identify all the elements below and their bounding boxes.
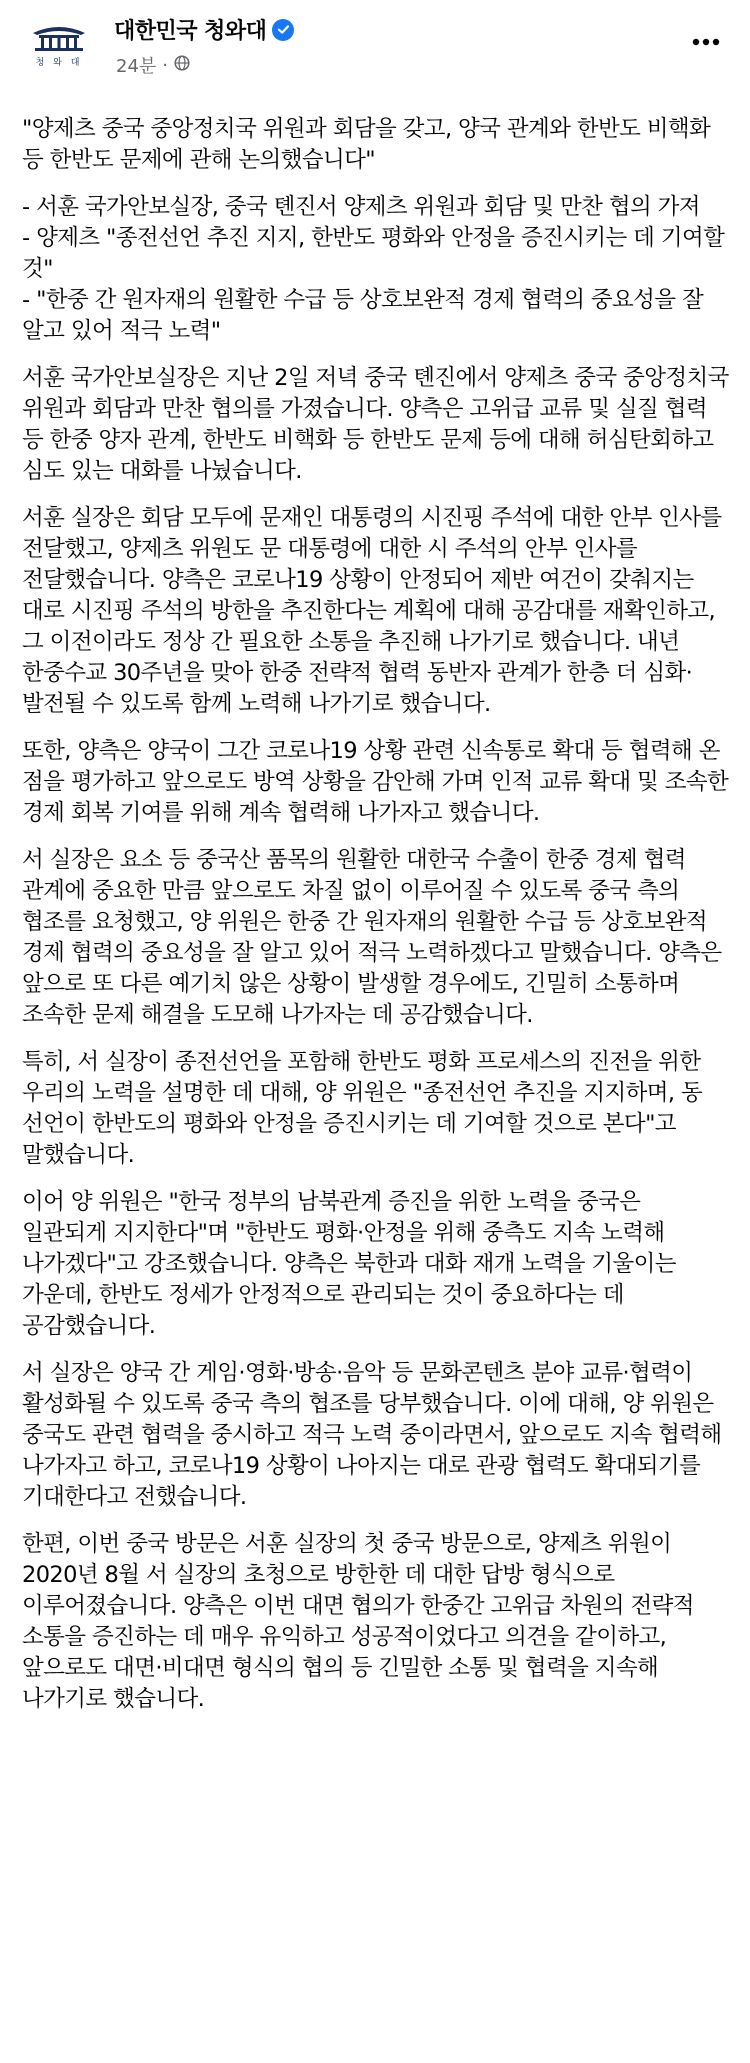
post-paragraph: 한편, 이번 중국 방문은 서훈 실장의 첫 중국 방문으로, 양제츠 위원이 2020년 8월 서 실장의 초청으로 방한한 데 대한 답방 형식으로 이루어졌습니다. 양측은 이번 대면 협의가 한중간 고위급 차원의 전략적 소통을 증진하는 데 매우 유익하고 성공적이었다고 의견을 같이하고, 앞으로도 대면·비대면 형식의 협의 등 긴밀한 소통 및 협력을 지속해 나가기로 했습니다. — [22, 1531, 694, 1712]
post-body — [0, 92, 750, 1715]
verified-badge-icon — [272, 19, 294, 41]
page-name-link[interactable] — [114, 14, 294, 45]
post-timestamp[interactable]: 24분 — [116, 56, 157, 77]
avatar-caption: 청 와 대 — [35, 57, 83, 68]
meta-separator: · — [162, 54, 169, 76]
post-paragraph: 특히, 서 실장이 종전선언을 포함해 한반도 평화 프로세스의 진전을 위한 우리의 노력을 설명한 데 대해, 양 위원은 "종전선언 추진을 지지하며, 동 선언이 한반도의 평화와 안정을 증진시키는 데 기여할 것으로 본다"고 말했습니다. — [22, 1049, 703, 1168]
post-meta — [116, 52, 190, 78]
post-paragraph: 이어 양 위원은 "한국 정부의 남북관계 증진을 위한 노력을 중국은 일관되게 지지한다"며 "한반도 평화·안정을 위해 중측도 지속 노력해 나가겠다"고 강조했습니다. 양측은 북한과 대화 재개 노력을 기울이는 가운데, 한반도 정세가 안정적으로 관리되는 것이 중요하다는 데 공감했습니다. — [22, 1189, 676, 1339]
post-paragraph: 서 실장은 요소 등 중국산 품목의 원활한 대한국 수출이 한중 경제 협력 관계에 중요한 만큼 앞으로도 차질 없이 이루어질 수 있도록 중국 측의 협조를 요청했고, 양 위원은 한중 간 원자재의 원활한 수급 등 상호보완적 경제 협력의 중요성을 잘 알고 있어 적극 노력하겠다고 말했습니다. 양측은 앞으로 또 다른 예기치 않은 상황이 발생할 경우에도, 긴밀히 소통하며 조속한 문제 해결을 도모해 나가자는 데 공감했습니다. — [22, 847, 722, 1028]
post-paragraph: 서훈 국가안보실장은 지난 2일 저녁 중국 톈진에서 양제츠 중국 중앙정치국 위원과 회담과 만찬 협의를 가졌습니다. 양측은 고위급 교류 및 실질 협력 등 한중 양자 관계, 한반도 비핵화 등 한반도 문제 등에 대해 허심탄회하고 심도 있는 대화를 나눴습니다. — [22, 365, 729, 484]
more-options-button[interactable] — [684, 24, 728, 60]
page-name: 대한민국 청와대 — [114, 19, 267, 44]
post-paragraph: 서훈 실장은 회담 모두에 문재인 대통령의 시진핑 주석에 대한 안부 인사를 전달했고, 양제츠 위원도 문 대통령에 대한 시 주석의 안부 인사를 전달했습니다. 양측은 코로나19 상황이 안정되어 제반 여건이 갖춰지는 대로 시진핑 주석의 방한을 추진한다는 계획에 대해 공감대를 재확인하고, 그 이전이라도 정상 간 필요한 소통을 추진해 나가기로 했습니다. 내년 한중수교 30주년을 맞아 한중 전략적 협력 동반자 관계가 한층 더 심화·발전될 수 있도록 함께 노력해 나가기로 했습니다. — [22, 505, 722, 717]
post-paragraph: 서 실장은 양국 간 게임·영화·방송·음악 등 문화콘텐츠 분야 교류·협력이 활성화될 수 있도록 중국 측의 협조를 당부했습니다. 이에 대해, 양 위원은 중국도 관련 협력을 중시하고 적극 노력 중이라면서, 앞으로도 지속 협력해 나가자고 하고, 코로나19 상황이 나아지는 대로 관광 협력도 확대되기를 기대한다고 전했습니다. — [22, 1360, 722, 1510]
blue-house-logo-icon — [27, 23, 91, 53]
more-options-icon — [692, 38, 720, 46]
globe-icon[interactable] — [174, 55, 190, 76]
post-paragraph: 또한, 양측은 양국이 그간 코로나19 상황 관련 신속통로 확대 등 협력해 온 점을 평가하고 앞으로도 방역 상황을 감안해 가며 인적 교류 확대 및 조속한 경제 회복 기여를 위해 계속 협력해 나가자고 했습니다. — [22, 738, 729, 826]
post-header — [0, 0, 750, 92]
page-avatar[interactable] — [20, 14, 98, 76]
post-paragraph: "양제츠 중국 중앙정치국 위원과 회담을 갖고, 양국 관계와 한반도 비핵화 등 한반도 문제에 관해 논의했습니다" — [22, 116, 711, 173]
post-paragraph: - 서훈 국가안보실장, 중국 톈진서 양제츠 위원과 회담 및 만찬 협의 가져 - 양제츠 "종전선언 추진 지지, 한반도 평화와 안정을 증진시키는 데 기여할 것" - "한중 간 원자재의 원활한 수급 등 상호보완적 경제 협력의 중요성을 잘 알고 있어 적극 노력" — [22, 194, 725, 344]
